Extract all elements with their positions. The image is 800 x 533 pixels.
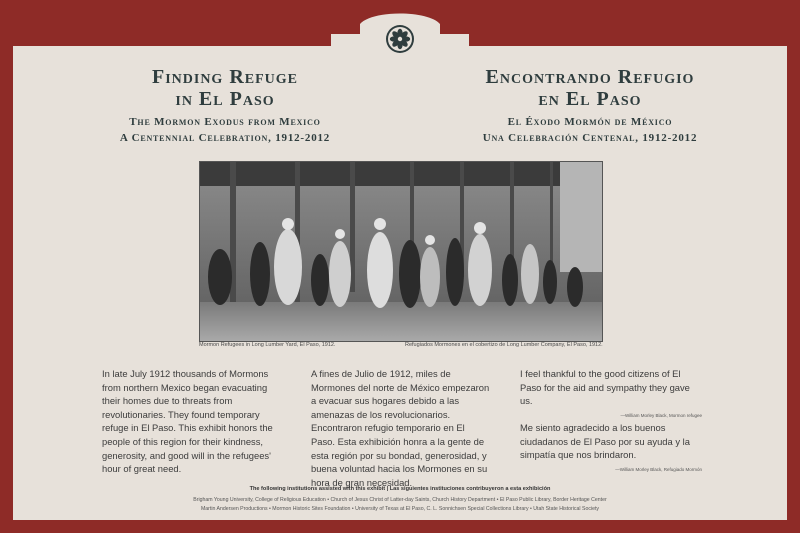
photo-caption-english: Mormon Refugees in Long Lumber Yard, El Paso, 1912. xyxy=(199,342,336,348)
spanish-title xyxy=(455,66,725,110)
footer-institutions-line1: Brigham Young University, College of Religious Education • Church of Jesus Christ of Latter-day Saints, Church History Department • El Paso Public Library, Border Heritage Center xyxy=(193,497,607,503)
spanish-quote xyxy=(520,421,702,476)
english-quote-text: I feel thankful to the good citizens of El Paso for the aid and sympathy they gave us. xyxy=(520,368,690,407)
spanish-subtitle xyxy=(440,114,740,146)
english-quote xyxy=(520,367,702,422)
english-title-line1: Finding Refuge xyxy=(151,66,298,88)
english-subtitle-line2: A Centennial Celebration, 1912-2012 xyxy=(119,132,331,144)
english-body-text: In late July 1912 thousands of Mormons from northern Mexico began evacuating their homes due to threats from revolutionaries. They found temporary refuge in El Paso. This exhibit honors the people of this region for their kindness, generosity, and good will in the refugees' hour of great need. xyxy=(102,368,273,475)
spanish-subtitle-line1: El Éxodo Mormón de México xyxy=(507,116,673,128)
english-subtitle-line1: The Mormon Exodus from Mexico xyxy=(129,116,321,128)
photo-caption-spanish: Refugiados Mormones en el cobertizo de Long Lumber Company, El Paso, 1912. xyxy=(405,342,603,348)
english-subtitle xyxy=(70,114,380,146)
spanish-title-line2: en El Paso xyxy=(538,88,642,110)
refugees-photo-image xyxy=(200,162,602,341)
spanish-subtitle-line2: Una Celebración Centenal, 1912-2012 xyxy=(482,132,698,144)
spanish-quote-credit: —William Morley Black, Refugiado Mormón xyxy=(615,466,702,472)
spanish-title-line1: Encontrando Refugio xyxy=(485,66,695,88)
english-title xyxy=(105,66,345,110)
flower-rosette-icon xyxy=(386,25,414,53)
english-title-line2: in El Paso xyxy=(175,88,275,110)
english-quote-credit: —William Morley Black, Mormon refugee xyxy=(620,412,702,418)
footer-heading: The following institutions assisted with this exhibit | Las siguientes instituciones contribuyeron a esta exhibición xyxy=(249,486,551,492)
spanish-quote-text: Me siento agradecido a los buenos ciudadanos de El Paso por su ayuda y la simpatía que nos brindaron. xyxy=(520,422,690,461)
historical-photo xyxy=(199,161,603,342)
footer-institutions-line2: Martin Andersen Productions • Mormon Historic Sites Foundation • University of Texas at El Paso, C. L. Sonnichsen Special Collections Library • Utah State Historical Society xyxy=(200,506,600,512)
spanish-body-text: A fines de Julio de 1912, miles de Mormones del norte de México empezaron a evacuar sus hogares debido a las amenazas de los revolucionarios. Encontraron refugio temporario en El Paso. Esta exhibición honra a la gente de esta región por su bondad, generosidad, y buena voluntad hacia los Mormones en su hora de gran necesidad. xyxy=(311,368,490,488)
